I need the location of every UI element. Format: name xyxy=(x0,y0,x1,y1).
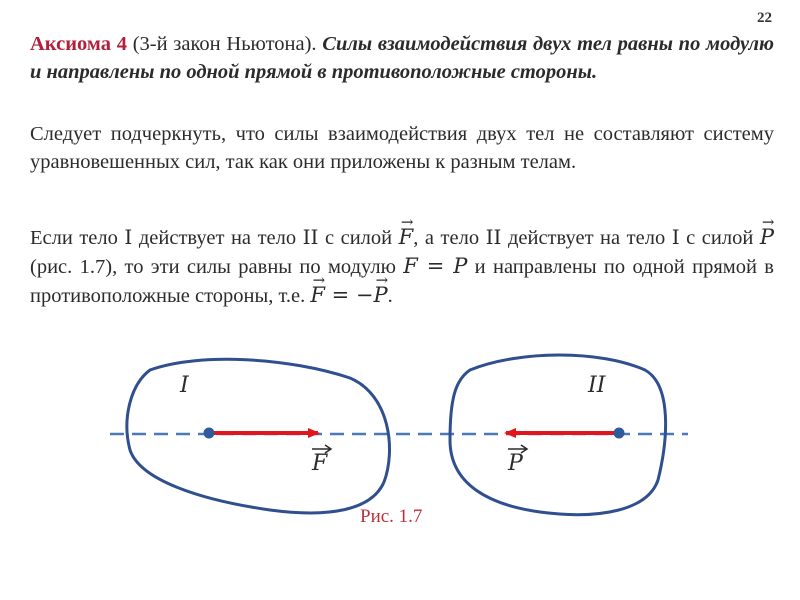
law-text-4: , а тело xyxy=(413,227,486,249)
axiom-statement: Силы взаимодействия двух тел равны по модулю и направлены по одной прямой в противоположные стороны. xyxy=(30,33,775,83)
equation-minus: = − xyxy=(324,283,374,307)
equation-vector-f: → F xyxy=(310,281,325,309)
body-2-ref-b: II xyxy=(485,225,502,249)
page-number: 22 xyxy=(757,10,772,26)
figure-caption: Рис. 1.7 xyxy=(360,506,423,527)
axiom-subtitle: (3-й закон Ньютона). xyxy=(126,33,323,55)
body-1-ref: I xyxy=(124,225,133,249)
application-point-2 xyxy=(614,428,625,439)
law-text-5: действует на тело xyxy=(501,227,672,249)
application-point-1 xyxy=(204,428,215,439)
force-f-label: F xyxy=(312,451,328,476)
note-paragraph: Следует подчеркнуть, что силы взаимодействия двух тел не составляют систему уравновешенных сил, так как они приложены к разным телам. xyxy=(30,123,774,173)
equation-vector-p: → P xyxy=(374,281,388,309)
law-text-1: Если тело xyxy=(30,227,125,249)
axiom-title: Аксиома 4 xyxy=(30,33,127,55)
body-1-label: I xyxy=(180,373,189,398)
law-text-8: и направлены по одной прямой в противоположные стороны, т.е. xyxy=(30,256,774,307)
body-2-label: II xyxy=(588,373,606,398)
law-text-6: с силой xyxy=(679,227,760,249)
law-text-2: действует на тело xyxy=(132,227,303,249)
law-text-9: . xyxy=(387,285,393,307)
body-1-outline xyxy=(127,359,390,513)
law-text-7: (рис. 1.7), то эти силы равны по модулю xyxy=(30,256,404,278)
vector-f: → F xyxy=(399,223,414,251)
body-1-ref-b: I xyxy=(671,225,680,249)
force-p-label: P xyxy=(508,451,523,476)
body-2-ref: II xyxy=(302,225,319,249)
equation-f-equals-p: F = P xyxy=(403,254,468,278)
law-text-3: с силой xyxy=(318,227,399,249)
vector-p: → P xyxy=(760,223,774,251)
